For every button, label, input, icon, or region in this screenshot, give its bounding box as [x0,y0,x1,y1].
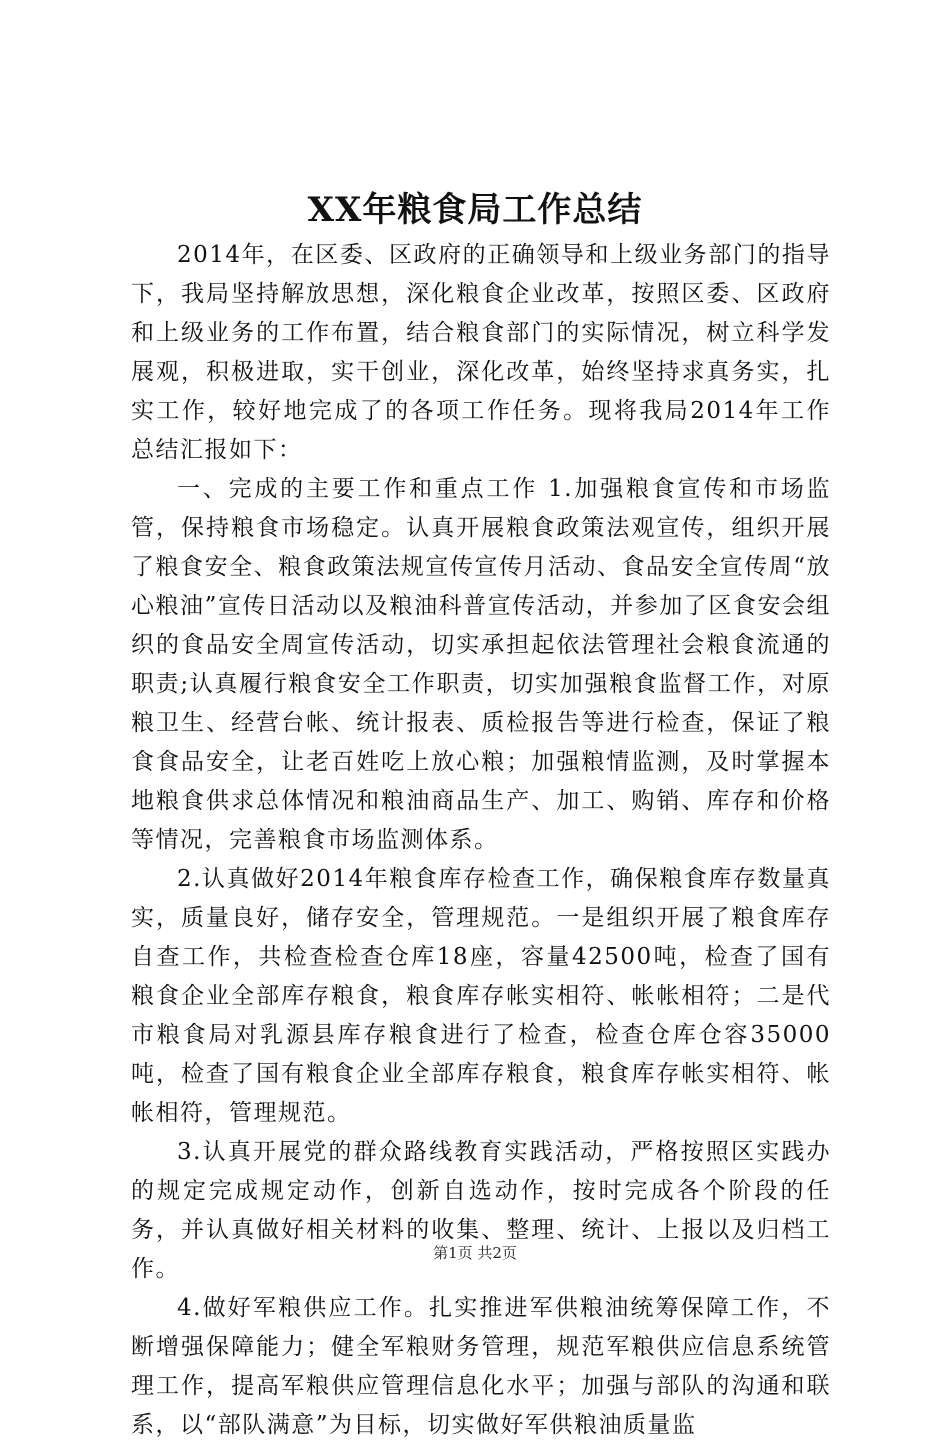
paragraph-item-3: 3.认真开展党的群众路线教育实践活动，严格按照区实践办的规定完成规定动作，创新自选动作，按时完成各个阶段的任务，并认真做好相关材料的收集、整理、统计、上报以及归档工作。 [131,1139,831,1282]
document-body [131,236,831,1445]
page-footer [0,1243,950,1263]
page-number: 第1页 [433,1244,473,1262]
paragraph-item-4: 4.做好军粮供应工作。扎实推进军供粮油统筹保障工作，不断增强保障能力；健全军粮财务管理，规范军粮供应信息系统管理工作，提高军粮供应管理信息化水平；加强与部队的沟通和联系，以“部队满意”为目标，切实做好军供粮油质量监 [131,1295,831,1438]
paragraph-intro: 2014年，在区委、区政府的正确领导和上级业务部门的指导下，我局坚持解放思想，深化粮食企业改革，按照区委、区政府和上级业务的工作布置，结合粮食部门的实际情况，树立科学发展观，积极进取，实干创业，深化改革，始终坚持求真务实，扎实工作，较好地完成了的各项工作任务。现将我局2014年工作总结汇报如下： [131,242,831,463]
page-total: 共2页 [477,1244,517,1262]
paragraph-item-2: 2.认真做好2014年粮食库存检查工作，确保粮食库存数量真实，质量良好，储存安全，管理规范。一是组织开展了粮食库存自查工作，共检查检查仓库18座，容量42500吨，检查了国有粮食企业全部库存粮食，粮食库存帐实相符、帐帐相符；二是代市粮食局对乳源县库存粮食进行了检查，检查仓库仓容35000吨，检查了国有粮食企业全部库存粮食，粮食库存帐实相符、帐帐相符，管理规范。 [131,866,831,1126]
paragraph-section-1: 一、完成的主要工作和重点工作 1.加强粮食宣传和市场监管，保持粮食市场稳定。认真开展粮食政策法观宣传，组织开展了粮食安全、粮食政策法规宣传宣传月活动、食品安全宣传周“放心粮油”宣传日活动以及粮油科普宣传活动，并参加了区食安会组织的食品安全周宣传活动，切实承担起依法管理社会粮食流通的职责;认真履行粮食安全工作职责，切实加强粮食监督工作，对原粮卫生、经营台帐、统计报表、质检报告等进行检查，保证了粮食食品安全，让老百姓吃上放心粮；加强粮情监测，及时掌握本地粮食供求总体情况和粮油商品生产、加工、购销、库存和价格等情况，完善粮食市场监测体系。 [131,476,831,853]
document-title: XX年粮食局工作总结 [307,190,643,230]
